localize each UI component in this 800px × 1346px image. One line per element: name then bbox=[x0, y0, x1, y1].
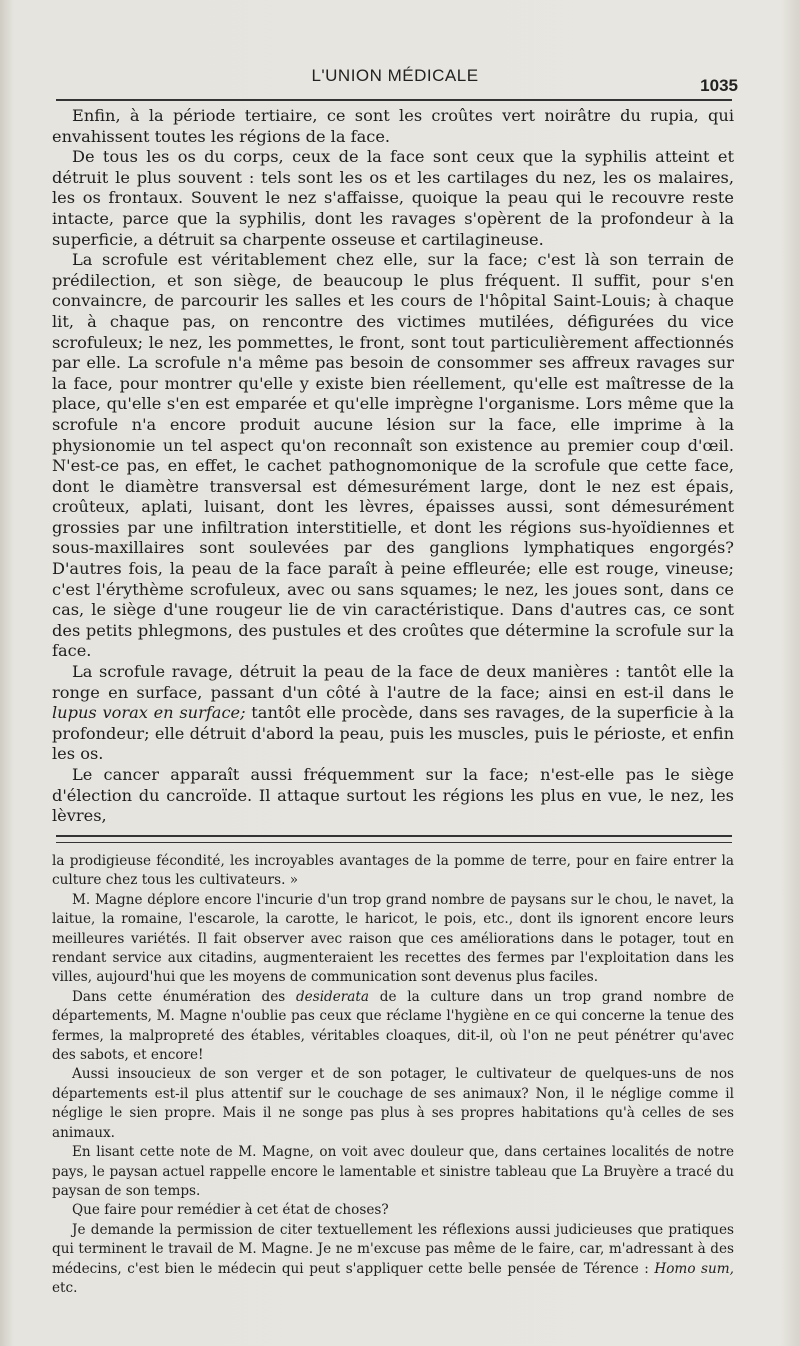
footnote-3-italic: desiderata bbox=[295, 988, 369, 1005]
page-number: 1035 bbox=[700, 76, 738, 95]
paragraph-1: Enfin, à la période tertiaire, ce sont les croûtes vert noirâtre du rupia, qui envahissent toutes les régions de la face. bbox=[52, 106, 734, 146]
footnote-3-text-b: de la culture dans un trop grand nombre de départements, M. Magne n'oublie pas ceux que réclame l'hygiène en ce qui concerne la tenue des fermes, la malpropreté des étables, véritables cloaques, dit-il, où l'on ne peut pénétrer qu'avec des sabots, et encore! bbox=[52, 988, 734, 1064]
page-header bbox=[52, 66, 738, 98]
footnote-7-text-a: Je demande la permission de citer textuellement les réflexions aussi judicieuses que pratiques qui terminent le travail de M. Magne. Je ne m'excuse pas même de le faire, car, m'adressant à des médecins, c'est bien le médecin qui peut s'appliquer cette belle pensée de Térence : bbox=[52, 1221, 734, 1277]
footnote-paragraph-1: la prodigieuse fécondité, les incroyables avantages de la pomme de terre, pour en faire entrer la culture chez tous les cultivateurs. » bbox=[52, 853, 734, 889]
header-rule bbox=[56, 99, 732, 101]
footnote-paragraph-3 bbox=[52, 988, 734, 1066]
paragraph-5: Le cancer apparaît aussi fréquemment sur la face; n'est-elle pas le siège d'élection du cancroïde. Il attaque surtout les régions les plus en vue, le nez, les lèvres, bbox=[52, 765, 734, 826]
running-title: L'UNION MÉDICALE bbox=[311, 66, 479, 85]
main-text bbox=[52, 106, 734, 827]
footnote-separator bbox=[56, 835, 732, 843]
footnote-3-text-a: Dans cette énumération des bbox=[72, 988, 296, 1005]
footnote-paragraph-7 bbox=[52, 1221, 734, 1299]
paragraph-2: De tous les os du corps, ceux de la face sont ceux que la syphilis atteint et détruit le plus souvent : tels sont les os et les cartilages du nez, les os malaires, les os frontaux. Souvent le nez s'affaisse, quoique la peau qui le recouvre reste intacte, parce que la syphilis, dont les ravages s'opèrent de la profondeur à la superficie, a détruit sa charpente osseuse et cartilagineuse. bbox=[52, 147, 734, 249]
footnote-paragraph-4: Aussi insoucieux de son verger et de son potager, le cultivateur de quelques-uns de nos départements est-il plus attentif sur le couchage de ses animaux? Non, il le néglige comme il néglige le sien propre. Mais il ne songe pas plus à ses propres habitations qu'à celles de ses animaux. bbox=[52, 1066, 734, 1141]
footnote-paragraph-6: Que faire pour remédier à cet état de choses? bbox=[72, 1202, 389, 1219]
footnote-paragraph-2: M. Magne déplore encore l'incurie d'un trop grand nombre de paysans sur le chou, le navet, la laitue, la romaine, l'escarole, la carotte, le haricot, le pois, etc., dont ils ignorent encore leurs meilleures variétés. Il fait observer avec raison que ces améliorations dans le potager, tout en rendant service aux citadins, augmenteraient les recettes des fermes par l'exploitation dans les villes, aujourd'hui que les moyens de communication sont devenus plus faciles. bbox=[52, 891, 734, 986]
paragraph-4-text-b: tantôt elle procède, dans ses ravages, de la superficie à la profondeur; elle détruit d'abord la peau, puis les muscles, puis le périoste, et enfin les os. bbox=[52, 703, 734, 764]
paragraph-4-italic: lupus vorax en surface; bbox=[52, 703, 246, 723]
footnote-7-text-b: etc. bbox=[52, 1279, 78, 1296]
footnote-paragraph-5: En lisant cette note de M. Magne, on voit avec douleur que, dans certaines localités de notre pays, le paysan actuel rappelle encore le lamentable et sinistre tableau que La Bruyère a tracé du paysan de son temps. bbox=[52, 1144, 734, 1199]
paragraph-4-text-a: La scrofule ravage, détruit la peau de la face de deux manières : tantôt elle la ronge en surface, passant d'un côté à l'autre de la face; ainsi en est-il dans le bbox=[52, 662, 734, 702]
paragraph-3: La scrofule est véritablement chez elle, sur la face; c'est là son terrain de prédilection, et son siège, de beaucoup le plus fréquent. Il suffit, pour s'en convaincre, de parcourir les salles et les cours de l'hôpital Saint-Louis; à chaque lit, à chaque pas, on rencontre des victimes mutilées, défigurées du vice scrofuleux; le nez, les pommettes, le front, sont tout particulièrement affectionnés par elle. La scrofule n'a même pas besoin de consommer ses affreux ravages sur la face, pour montrer qu'elle y existe bien réellement, qu'elle est maîtresse de la place, qu'elle s'en est emparée et qu'elle imprègne l'organisme. Lors même que la scrofule n'a encore produit aucune lésion sur la face, elle imprime à la physionomie un tel aspect qu'on reconnaît son existence au premier coup d'œil. N'est-ce pas, en effet, le cachet pathognomonique de la scrofule que cette face, dont le diamètre transversal est démesurément large, dont le nez est épais, croûteux, aplati, luisant, dont les lèvres, épaisses aussi, sont démesurément grossies par une infiltration interstitielle, et dont les régions sus-hyoïdiennes et sous-maxillaires sont soulevées par des ganglions lymphatiques engorgés? D'autres fois, la peau de la face paraît à peine effleurée; elle est rouge, vineuse; c'est l'érythème scrofuleux, avec ou sans squames; le nez, les joues sont, dans ce cas, le siège d'une rougeur lie de vin caractéristique. Dans d'autres cas, ce sont des petits phlegmons, des pustules et des croûtes que détermine la scrofule sur la face. bbox=[52, 250, 734, 661]
footnote-7-italic: Homo sum, bbox=[654, 1260, 734, 1277]
footnote-text bbox=[52, 852, 734, 1298]
paragraph-4 bbox=[52, 662, 734, 765]
